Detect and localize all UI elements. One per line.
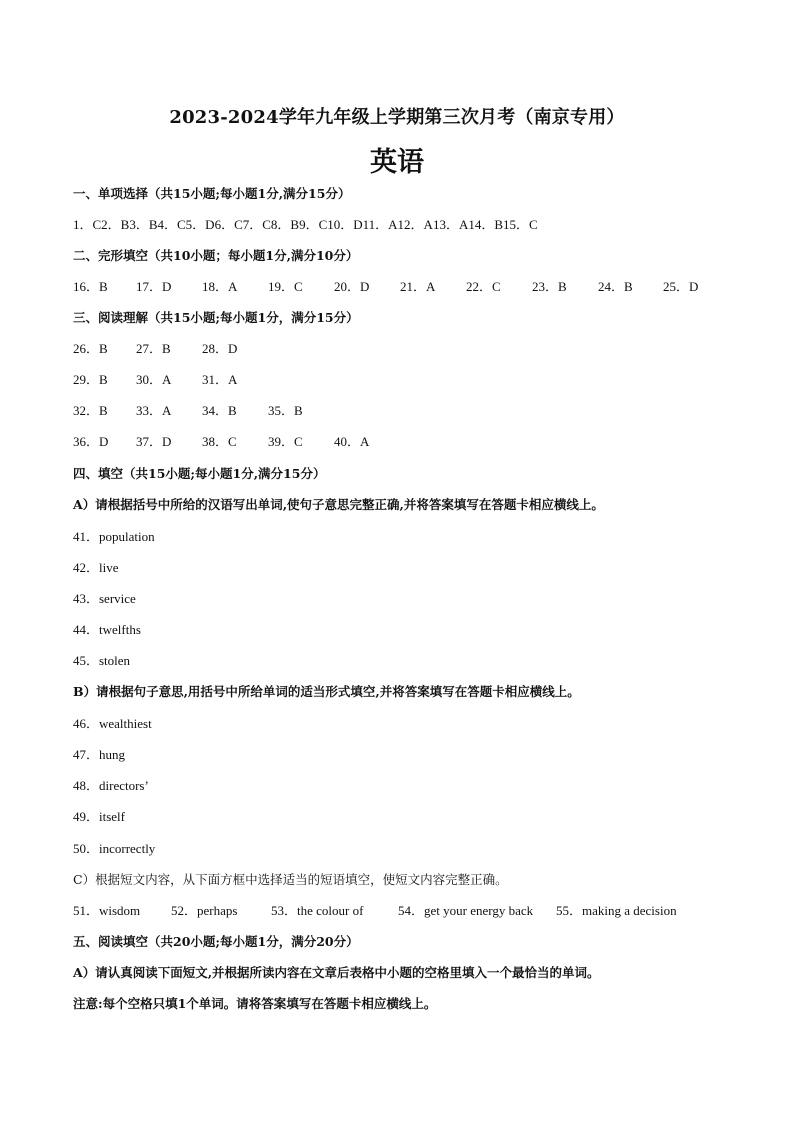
answer-item: 24．B bbox=[598, 279, 633, 294]
section-5-heading: 五、阅读填空（共20小题;每小题1分，满分20分） bbox=[73, 934, 359, 949]
section-4a-instruction: A）请根据括号中所给的汉语写出单词,使句子意思完整正确,并将答案填写在答题卡相应横线上。 bbox=[73, 497, 604, 512]
answer-item: 20．D bbox=[334, 279, 370, 294]
answer-item: 36．D bbox=[73, 434, 109, 449]
answer-item: 40．A bbox=[334, 434, 370, 449]
section-3-row bbox=[73, 341, 473, 357]
answer-item: 54．get your energy back bbox=[398, 903, 534, 918]
answer-item: 55．making a decision bbox=[556, 903, 677, 918]
answer-item: 51．wisdom bbox=[73, 903, 141, 918]
section-3-row bbox=[73, 372, 473, 388]
answer-item: 31．A bbox=[202, 372, 238, 387]
answer-item: 41．population bbox=[73, 529, 155, 544]
section-4b-instruction: B）请根据句子意思,用括号中所给单词的适当形式填空,并将答案填写在答题卡相应横线上。 bbox=[73, 684, 580, 699]
answer-item: 43．service bbox=[73, 591, 136, 606]
answer-item: 30．A bbox=[136, 372, 172, 387]
answer-item: 27．B bbox=[136, 341, 171, 356]
section-3-heading: 三、阅读理解（共15小题;每小题1分，满分15分） bbox=[73, 310, 359, 325]
answer-item: 48．directors’ bbox=[73, 778, 149, 793]
answer-item: 53．the colour of bbox=[271, 903, 364, 918]
section-3-row bbox=[73, 434, 473, 450]
section-3-row bbox=[73, 403, 473, 419]
answer-item: 28．D bbox=[202, 341, 238, 356]
answer-item: 34．B bbox=[202, 403, 237, 418]
answer-item: 26．B bbox=[73, 341, 108, 356]
subject-title: 英语 bbox=[370, 147, 424, 178]
answer-item: 50．incorrectly bbox=[73, 841, 156, 856]
answer-item: 22．C bbox=[466, 279, 501, 294]
answer-item: 32．B bbox=[73, 403, 108, 418]
answer-item: 29．B bbox=[73, 372, 108, 387]
section-4c-answers bbox=[73, 903, 713, 919]
answer-item: 18．A bbox=[202, 279, 238, 294]
answer-item: 42．live bbox=[73, 560, 119, 575]
section-2-answers bbox=[73, 279, 713, 295]
page-title: 2023-2024学年九年级上学期第三次月考（南京专用） bbox=[169, 107, 625, 128]
answer-item: 23．B bbox=[532, 279, 567, 294]
answer-item: 39．C bbox=[268, 434, 303, 449]
section-4c-instruction: C）根据短文内容，从下面方框中选择适当的短语填空，使短文内容完整正确。 bbox=[73, 872, 508, 887]
answer-item: 35．B bbox=[268, 403, 303, 418]
section-1-heading: 一、单项选择（共15小题;每小题1分,满分15分） bbox=[73, 186, 351, 201]
answer-item: 49．itself bbox=[73, 809, 125, 824]
answer-item: 21．A bbox=[400, 279, 436, 294]
answer-item: 17．D bbox=[136, 279, 172, 294]
answer-item: 38．C bbox=[202, 434, 237, 449]
section-1-answers: 1．C2．B3．B4．C5．D6．C7．C8．B9．C10．D11．A12．A13．A14．B15．C bbox=[73, 217, 538, 232]
answer-item: 33．A bbox=[136, 403, 172, 418]
answer-item: 47．hung bbox=[73, 747, 126, 762]
section-2-heading: 二、完形填空（共10小题；每小题1分,满分10分） bbox=[73, 248, 359, 263]
answer-item: 25．D bbox=[663, 279, 699, 294]
section-5-note: 注意:每个空格只填1个单词。请将答案填写在答题卡相应横线上。 bbox=[73, 996, 437, 1011]
answer-item: 37．D bbox=[136, 434, 172, 449]
answer-item: 52．perhaps bbox=[171, 903, 238, 918]
answer-item: 16．B bbox=[73, 279, 108, 294]
section-4-heading: 四、填空（共15小题;每小题1分,满分15分） bbox=[73, 466, 326, 481]
answer-item: 44．twelfths bbox=[73, 622, 141, 637]
answer-item: 46．wealthiest bbox=[73, 716, 152, 731]
answer-item: 45．stolen bbox=[73, 653, 131, 668]
section-5a-instruction: A）请认真阅读下面短文,并根据所读内容在文章后表格中小题的空格里填入一个最恰当的单词。 bbox=[73, 965, 600, 980]
answer-item: 19．C bbox=[268, 279, 303, 294]
